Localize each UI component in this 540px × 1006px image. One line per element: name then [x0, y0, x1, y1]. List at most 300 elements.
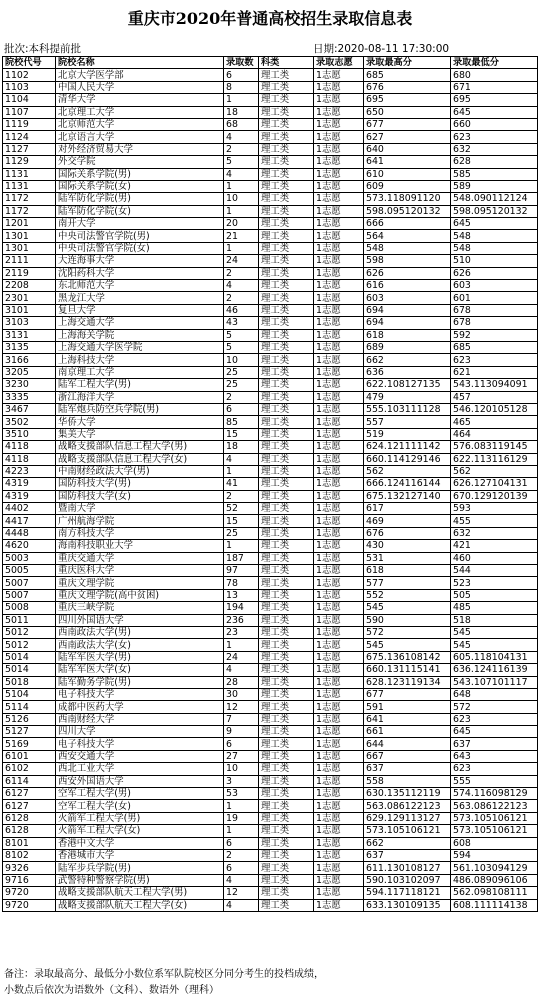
- category-cell: 理工类: [259, 441, 314, 453]
- admit-count-cell: 13: [224, 589, 259, 601]
- min-score-cell: 485: [451, 602, 538, 614]
- max-score-cell: 552: [364, 589, 451, 601]
- category-cell: 理工类: [259, 242, 314, 254]
- school-code-cell: 1104: [3, 94, 56, 106]
- admit-count-cell: 25: [224, 366, 259, 378]
- admit-count-cell: 1: [224, 94, 259, 106]
- admit-count-cell: 85: [224, 416, 259, 428]
- admit-count-cell: 6: [224, 69, 259, 81]
- category-cell: 理工类: [259, 366, 314, 378]
- table-row: [3, 267, 538, 279]
- max-score-cell: 667: [364, 750, 451, 762]
- choice-cell: 1志愿: [314, 527, 364, 539]
- max-score-cell: 616: [364, 280, 451, 292]
- min-score-cell: 561.103094129: [451, 862, 538, 874]
- school-name-cell: 陆军军医大学(男): [56, 651, 224, 663]
- min-score-cell: 543.113094091: [451, 379, 538, 391]
- school-name-cell: 北京师范大学: [56, 118, 224, 130]
- max-score-cell: 573.105106121: [364, 825, 451, 837]
- admit-count-cell: 46: [224, 304, 259, 316]
- min-score-cell: 623: [451, 131, 538, 143]
- school-code-cell: 6128: [3, 812, 56, 824]
- school-code-cell: 5169: [3, 738, 56, 750]
- school-code-cell: 1301: [3, 242, 56, 254]
- category-cell: 理工类: [259, 800, 314, 812]
- school-code-cell: 5018: [3, 676, 56, 688]
- max-score-cell: 666.124116144: [364, 478, 451, 490]
- min-score-cell: 465: [451, 416, 538, 428]
- school-name-cell: 陆军工程大学(男): [56, 379, 224, 391]
- max-score-cell: 660.114129146: [364, 453, 451, 465]
- choice-cell: 1志愿: [314, 193, 364, 205]
- table-row: [3, 255, 538, 267]
- table-row: [3, 825, 538, 837]
- table-row: [3, 317, 538, 329]
- choice-cell: 1志愿: [314, 651, 364, 663]
- max-score-cell: 628.123119134: [364, 676, 451, 688]
- admit-count-cell: 15: [224, 428, 259, 440]
- school-code-cell: 9326: [3, 862, 56, 874]
- choice-cell: 1志愿: [314, 688, 364, 700]
- column-header: 院校名称: [56, 57, 224, 69]
- school-code-cell: 6101: [3, 750, 56, 762]
- choice-cell: 1志愿: [314, 626, 364, 638]
- min-score-cell: 464: [451, 428, 538, 440]
- choice-cell: 1志愿: [314, 255, 364, 267]
- max-score-cell: 573.118091120: [364, 193, 451, 205]
- choice-cell: 1志愿: [314, 230, 364, 242]
- table-row: [3, 478, 538, 490]
- choice-cell: 1志愿: [314, 69, 364, 81]
- school-code-cell: 3166: [3, 354, 56, 366]
- max-score-cell: 531: [364, 552, 451, 564]
- max-score-cell: 590.103102097: [364, 874, 451, 886]
- category-cell: 理工类: [259, 713, 314, 725]
- max-score-cell: 618: [364, 329, 451, 341]
- table-row: [3, 565, 538, 577]
- min-score-cell: 695: [451, 94, 538, 106]
- category-cell: 理工类: [259, 763, 314, 775]
- admission-table: [2, 56, 538, 912]
- table-row: [3, 515, 538, 527]
- category-cell: 理工类: [259, 726, 314, 738]
- category-cell: 理工类: [259, 812, 314, 824]
- admit-count-cell: 5: [224, 329, 259, 341]
- school-name-cell: 武警特种警察学院(男): [56, 874, 224, 886]
- school-code-cell: 1102: [3, 69, 56, 81]
- admit-count-cell: 24: [224, 651, 259, 663]
- school-name-cell: 国际关系学院(男): [56, 168, 224, 180]
- category-cell: 理工类: [259, 874, 314, 886]
- min-score-cell: 563.086122123: [451, 800, 538, 812]
- table-row: [3, 354, 538, 366]
- max-score-cell: 557: [364, 416, 451, 428]
- school-code-cell: 3131: [3, 329, 56, 341]
- school-name-cell: 电子科技大学: [56, 688, 224, 700]
- min-score-cell: 510: [451, 255, 538, 267]
- admit-count-cell: 12: [224, 887, 259, 899]
- choice-cell: 1志愿: [314, 614, 364, 626]
- school-code-cell: 1301: [3, 230, 56, 242]
- school-code-cell: 2301: [3, 292, 56, 304]
- table-row: [3, 94, 538, 106]
- table-row: [3, 713, 538, 725]
- max-score-cell: 644: [364, 738, 451, 750]
- school-code-cell: 5005: [3, 565, 56, 577]
- school-code-cell: 1124: [3, 131, 56, 143]
- admit-count-cell: 15: [224, 515, 259, 527]
- min-score-cell: 623: [451, 713, 538, 725]
- min-score-cell: 645: [451, 106, 538, 118]
- category-cell: 理工类: [259, 490, 314, 502]
- table-row: [3, 540, 538, 552]
- min-score-cell: 592: [451, 329, 538, 341]
- max-score-cell: 677: [364, 118, 451, 130]
- school-name-cell: 西安交通大学: [56, 750, 224, 762]
- table-row: [3, 614, 538, 626]
- category-cell: 理工类: [259, 565, 314, 577]
- choice-cell: 1志愿: [314, 131, 364, 143]
- category-cell: 理工类: [259, 354, 314, 366]
- table-row: [3, 304, 538, 316]
- admit-count-cell: 10: [224, 763, 259, 775]
- admit-count-cell: 4: [224, 453, 259, 465]
- table-row: [3, 862, 538, 874]
- table-row: [3, 527, 538, 539]
- category-cell: 理工类: [259, 775, 314, 787]
- max-score-cell: 590: [364, 614, 451, 626]
- school-name-cell: 黑龙江大学: [56, 292, 224, 304]
- min-score-cell: 548: [451, 242, 538, 254]
- min-score-cell: 585: [451, 168, 538, 180]
- category-cell: 理工类: [259, 143, 314, 155]
- min-score-cell: 678: [451, 304, 538, 316]
- table-row: [3, 837, 538, 849]
- admit-count-cell: 78: [224, 577, 259, 589]
- table-row: [3, 812, 538, 824]
- school-name-cell: 南方科技大学: [56, 527, 224, 539]
- category-cell: 理工类: [259, 651, 314, 663]
- school-code-cell: 6127: [3, 800, 56, 812]
- choice-cell: 1志愿: [314, 589, 364, 601]
- table-row: [3, 379, 538, 391]
- school-name-cell: 陆军防化学院(男): [56, 193, 224, 205]
- footnote: [4, 967, 534, 999]
- school-code-cell: 1201: [3, 218, 56, 230]
- max-score-cell: 563.086122123: [364, 800, 451, 812]
- admit-count-cell: 4: [224, 664, 259, 676]
- max-score-cell: 650: [364, 106, 451, 118]
- max-score-cell: 609: [364, 180, 451, 192]
- column-header: 录取志愿: [314, 57, 364, 69]
- admit-count-cell: 19: [224, 812, 259, 824]
- min-score-cell: 622.113116129: [451, 453, 538, 465]
- school-name-cell: 上海海关学院: [56, 329, 224, 341]
- school-name-cell: 陆军勤务学院(男): [56, 676, 224, 688]
- school-name-cell: 国防科技大学(男): [56, 478, 224, 490]
- choice-cell: 1志愿: [314, 267, 364, 279]
- min-score-cell: 574.116098129: [451, 788, 538, 800]
- admit-count-cell: 23: [224, 626, 259, 638]
- category-cell: 理工类: [259, 589, 314, 601]
- table-row: [3, 168, 538, 180]
- school-code-cell: 3502: [3, 416, 56, 428]
- category-cell: 理工类: [259, 552, 314, 564]
- admit-count-cell: 3: [224, 775, 259, 787]
- school-name-cell: 重庆医科大学: [56, 565, 224, 577]
- category-cell: 理工类: [259, 602, 314, 614]
- table-row: [3, 664, 538, 676]
- school-code-cell: 3205: [3, 366, 56, 378]
- school-code-cell: 4223: [3, 465, 56, 477]
- table-row: [3, 428, 538, 440]
- category-cell: 理工类: [259, 837, 314, 849]
- school-code-cell: 5007: [3, 589, 56, 601]
- max-score-cell: 545: [364, 602, 451, 614]
- min-score-cell: 594: [451, 850, 538, 862]
- school-name-cell: 重庆文理学院: [56, 577, 224, 589]
- min-score-cell: 421: [451, 540, 538, 552]
- admit-count-cell: 5: [224, 156, 259, 168]
- school-code-cell: 1107: [3, 106, 56, 118]
- school-name-cell: 陆军步兵学院(男): [56, 862, 224, 874]
- category-cell: 理工类: [259, 688, 314, 700]
- choice-cell: 1志愿: [314, 812, 364, 824]
- min-score-cell: 593: [451, 503, 538, 515]
- table-row: [3, 453, 538, 465]
- school-code-cell: 9716: [3, 874, 56, 886]
- school-code-cell: 5127: [3, 726, 56, 738]
- category-cell: 理工类: [259, 453, 314, 465]
- table-row: [3, 775, 538, 787]
- school-code-cell: 4417: [3, 515, 56, 527]
- school-name-cell: 西南财经大学: [56, 713, 224, 725]
- category-cell: 理工类: [259, 428, 314, 440]
- max-score-cell: 519: [364, 428, 451, 440]
- school-name-cell: 空军工程大学(男): [56, 788, 224, 800]
- min-score-cell: 573.105106121: [451, 825, 538, 837]
- category-cell: 理工类: [259, 862, 314, 874]
- school-code-cell: 3101: [3, 304, 56, 316]
- school-name-cell: 战略支援部队航天工程大学(女): [56, 899, 224, 911]
- max-score-cell: 675.132127140: [364, 490, 451, 502]
- min-score-cell: 573.105106121: [451, 812, 538, 824]
- choice-cell: 1志愿: [314, 329, 364, 341]
- admit-count-cell: 41: [224, 478, 259, 490]
- table-row: [3, 465, 538, 477]
- school-code-cell: 5126: [3, 713, 56, 725]
- admit-count-cell: 4: [224, 899, 259, 911]
- choice-cell: 1志愿: [314, 292, 364, 304]
- min-score-cell: 626: [451, 267, 538, 279]
- school-name-cell: 对外经济贸易大学: [56, 143, 224, 155]
- category-cell: 理工类: [259, 94, 314, 106]
- min-score-cell: 628: [451, 156, 538, 168]
- category-cell: 理工类: [259, 701, 314, 713]
- school-code-cell: 6128: [3, 825, 56, 837]
- choice-cell: 1志愿: [314, 366, 364, 378]
- min-score-cell: 545: [451, 626, 538, 638]
- table-row: [3, 230, 538, 242]
- category-cell: 理工类: [259, 738, 314, 750]
- choice-cell: 1志愿: [314, 738, 364, 750]
- admit-count-cell: 2: [224, 490, 259, 502]
- table-row: [3, 131, 538, 143]
- choice-cell: 1志愿: [314, 887, 364, 899]
- school-name-cell: 大连海事大学: [56, 255, 224, 267]
- table-row: [3, 341, 538, 353]
- school-name-cell: 南开大学: [56, 218, 224, 230]
- category-cell: 理工类: [259, 81, 314, 93]
- max-score-cell: 695: [364, 94, 451, 106]
- category-cell: 理工类: [259, 750, 314, 762]
- max-score-cell: 562: [364, 465, 451, 477]
- school-code-cell: 5003: [3, 552, 56, 564]
- max-score-cell: 676: [364, 81, 451, 93]
- choice-cell: 1志愿: [314, 825, 364, 837]
- min-score-cell: 486.089096106: [451, 874, 538, 886]
- school-code-cell: 5012: [3, 639, 56, 651]
- school-name-cell: 上海交通大学医学院: [56, 341, 224, 353]
- school-code-cell: 3103: [3, 317, 56, 329]
- school-name-cell: 西北工业大学: [56, 763, 224, 775]
- choice-cell: 1志愿: [314, 664, 364, 676]
- batch-label: 批次:本科提前批: [4, 43, 82, 55]
- table-row: [3, 329, 538, 341]
- admit-count-cell: 2: [224, 850, 259, 862]
- school-name-cell: 香港城市大学: [56, 850, 224, 862]
- category-cell: 理工类: [259, 503, 314, 515]
- school-code-cell: 2111: [3, 255, 56, 267]
- choice-cell: 1志愿: [314, 317, 364, 329]
- admit-count-cell: 18: [224, 441, 259, 453]
- school-name-cell: 浙江海洋大学: [56, 391, 224, 403]
- max-score-cell: 610: [364, 168, 451, 180]
- min-score-cell: 562.098108111: [451, 887, 538, 899]
- category-cell: 理工类: [259, 156, 314, 168]
- category-cell: 理工类: [259, 106, 314, 118]
- min-score-cell: 544: [451, 565, 538, 577]
- choice-cell: 1志愿: [314, 118, 364, 130]
- min-score-cell: 543.107101117: [451, 676, 538, 688]
- max-score-cell: 636: [364, 366, 451, 378]
- admit-count-cell: 2: [224, 267, 259, 279]
- choice-cell: 1志愿: [314, 453, 364, 465]
- table-row: [3, 577, 538, 589]
- table-row: [3, 193, 538, 205]
- school-name-cell: 战略支援部队航天工程大学(男): [56, 887, 224, 899]
- table-row: [3, 800, 538, 812]
- admit-count-cell: 10: [224, 354, 259, 366]
- max-score-cell: 618: [364, 565, 451, 577]
- table-row: [3, 403, 538, 415]
- min-score-cell: 598.095120132: [451, 205, 538, 217]
- category-cell: 理工类: [259, 527, 314, 539]
- category-cell: 理工类: [259, 267, 314, 279]
- school-code-cell: 1103: [3, 81, 56, 93]
- choice-cell: 1志愿: [314, 775, 364, 787]
- category-cell: 理工类: [259, 465, 314, 477]
- footnote-line: 小数点后依次为语数外（文科）、数语外（理科）: [4, 985, 219, 996]
- choice-cell: 1志愿: [314, 81, 364, 93]
- min-score-cell: 555: [451, 775, 538, 787]
- admit-count-cell: 43: [224, 317, 259, 329]
- max-score-cell: 660.131115141: [364, 664, 451, 676]
- school-name-cell: 上海科技大学: [56, 354, 224, 366]
- category-cell: 理工类: [259, 317, 314, 329]
- table-row: [3, 292, 538, 304]
- choice-cell: 1志愿: [314, 874, 364, 886]
- min-score-cell: 623: [451, 354, 538, 366]
- choice-cell: 1志愿: [314, 701, 364, 713]
- category-cell: 理工类: [259, 887, 314, 899]
- school-name-cell: 火箭军工程大学(男): [56, 812, 224, 824]
- column-header: 录取最高分: [364, 57, 451, 69]
- min-score-cell: 523: [451, 577, 538, 589]
- table-row: [3, 81, 538, 93]
- max-score-cell: 689: [364, 341, 451, 353]
- choice-cell: 1志愿: [314, 168, 364, 180]
- school-name-cell: 沈阳药科大学: [56, 267, 224, 279]
- school-code-cell: 4402: [3, 503, 56, 515]
- admit-count-cell: 4: [224, 168, 259, 180]
- choice-cell: 1志愿: [314, 379, 364, 391]
- max-score-cell: 479: [364, 391, 451, 403]
- table-row: [3, 639, 538, 651]
- school-name-cell: 香港中文大学: [56, 837, 224, 849]
- admit-count-cell: 8: [224, 81, 259, 93]
- school-code-cell: 8101: [3, 837, 56, 849]
- category-cell: 理工类: [259, 899, 314, 911]
- choice-cell: 1志愿: [314, 800, 364, 812]
- max-score-cell: 640: [364, 143, 451, 155]
- min-score-cell: 518: [451, 614, 538, 626]
- table-row: [3, 391, 538, 403]
- school-code-cell: 1129: [3, 156, 56, 168]
- choice-cell: 1志愿: [314, 156, 364, 168]
- max-score-cell: 675.136108142: [364, 651, 451, 663]
- school-name-cell: 东北师范大学: [56, 280, 224, 292]
- table-row: [3, 676, 538, 688]
- category-cell: 理工类: [259, 577, 314, 589]
- school-name-cell: 外交学院: [56, 156, 224, 168]
- choice-cell: 1志愿: [314, 106, 364, 118]
- min-score-cell: 548: [451, 230, 538, 242]
- min-score-cell: 626.127104131: [451, 478, 538, 490]
- school-name-cell: 国防科技大学(女): [56, 490, 224, 502]
- admit-count-cell: 20: [224, 218, 259, 230]
- school-name-cell: 中央司法警官学院(男): [56, 230, 224, 242]
- school-code-cell: 5104: [3, 688, 56, 700]
- min-score-cell: 660: [451, 118, 538, 130]
- category-cell: 理工类: [259, 478, 314, 490]
- min-score-cell: 562: [451, 465, 538, 477]
- admit-count-cell: 6: [224, 403, 259, 415]
- category-cell: 理工类: [259, 676, 314, 688]
- max-score-cell: 637: [364, 850, 451, 862]
- school-code-cell: 4448: [3, 527, 56, 539]
- admit-count-cell: 4: [224, 874, 259, 886]
- category-cell: 理工类: [259, 118, 314, 130]
- school-code-cell: 6114: [3, 775, 56, 787]
- school-code-cell: 2119: [3, 267, 56, 279]
- min-score-cell: 589: [451, 180, 538, 192]
- admit-count-cell: 7: [224, 713, 259, 725]
- school-code-cell: 1131: [3, 168, 56, 180]
- choice-cell: 1志愿: [314, 218, 364, 230]
- school-name-cell: 重庆交通大学: [56, 552, 224, 564]
- min-score-cell: 603: [451, 280, 538, 292]
